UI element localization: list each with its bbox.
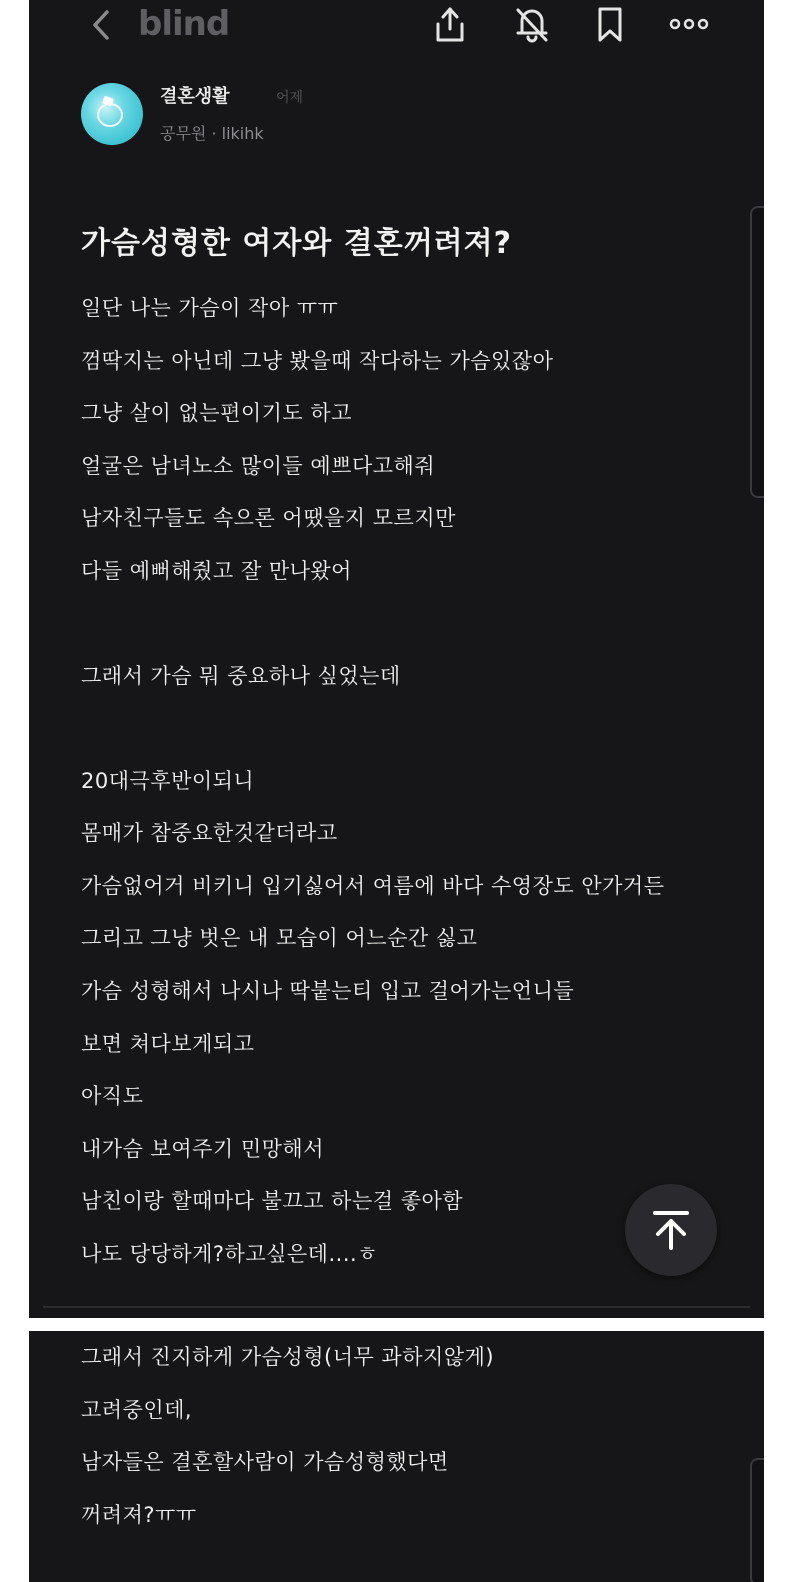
post-line: 일단 나는 가슴이 작아 ㅠㅠ bbox=[81, 296, 339, 320]
post-line: 남자들은 결혼할사람이 가슴성형했다면 bbox=[81, 1450, 449, 1474]
post-line: 그래서 가슴 뭐 중요하나 싶었는데 bbox=[81, 664, 401, 688]
post-line: 나도 당당하게?하고싶은데....ㅎ bbox=[81, 1242, 378, 1266]
divider bbox=[43, 1306, 750, 1308]
post-line: 고려중인데, bbox=[81, 1398, 193, 1422]
post-title: 가슴성형한 여자와 결혼꺼려져? bbox=[81, 226, 513, 261]
post-panel bbox=[29, 0, 764, 1318]
post-line: 내가슴 보여주기 민망해서 bbox=[81, 1137, 324, 1161]
avatar[interactable] bbox=[81, 83, 143, 145]
author-meta: 공무원 · likihk bbox=[160, 124, 264, 143]
brand-logo[interactable]: blind bbox=[138, 4, 230, 44]
post-line: 껌딱지는 아닌데 그냥 봤을때 작다하는 가슴있잖아 bbox=[81, 349, 554, 373]
post-line: 남친이랑 할때마다 불끄고 하는걸 좋아함 bbox=[81, 1189, 464, 1213]
author-name[interactable]: 결혼생활 bbox=[160, 86, 230, 107]
post-line: 남자친구들도 속으론 어땠을지 모르지만 bbox=[81, 506, 456, 530]
scroll-to-top-button[interactable] bbox=[625, 1184, 717, 1276]
post-line: 꺼려져?ㅠㅠ bbox=[81, 1503, 197, 1527]
post-line: 그래서 진지하게 가슴성형(너무 과하지않게) bbox=[81, 1345, 495, 1369]
scrollbar[interactable] bbox=[750, 1458, 764, 1582]
post-line: 그리고 그냥 벗은 내 모습이 어느순간 싫고 bbox=[81, 926, 478, 950]
post-time: 어제 bbox=[276, 90, 304, 106]
bookmark-icon[interactable] bbox=[590, 4, 630, 44]
back-icon[interactable] bbox=[85, 8, 119, 42]
post-line: 보면 쳐다보게되고 bbox=[81, 1032, 255, 1056]
arrow-up-icon bbox=[649, 1208, 693, 1252]
notification-off-icon[interactable] bbox=[512, 4, 552, 44]
post-line: 아직도 bbox=[81, 1084, 144, 1108]
post-panel-continued bbox=[29, 1331, 764, 1582]
post-line: 몸매가 참중요한것같더라고 bbox=[81, 821, 338, 845]
post-line: 얼굴은 남녀노소 많이들 예쁘다고해줘 bbox=[81, 454, 436, 478]
post-line: 다들 예뻐해줬고 잘 만나왔어 bbox=[81, 559, 352, 583]
more-icon[interactable] bbox=[667, 4, 711, 44]
post-line: 20대극후반이되니 bbox=[81, 769, 255, 793]
post-line: 가슴없어거 비키니 입기싫어서 여름에 바다 수영장도 안가거든 bbox=[81, 874, 665, 898]
post-line: 그냥 살이 없는편이기도 하고 bbox=[81, 401, 352, 425]
post-line: 가슴 성형해서 나시나 딱붙는티 입고 걸어가는언니들 bbox=[81, 979, 575, 1003]
ring-image bbox=[97, 103, 123, 127]
scrollbar[interactable] bbox=[750, 206, 764, 498]
share-icon[interactable] bbox=[430, 4, 470, 44]
